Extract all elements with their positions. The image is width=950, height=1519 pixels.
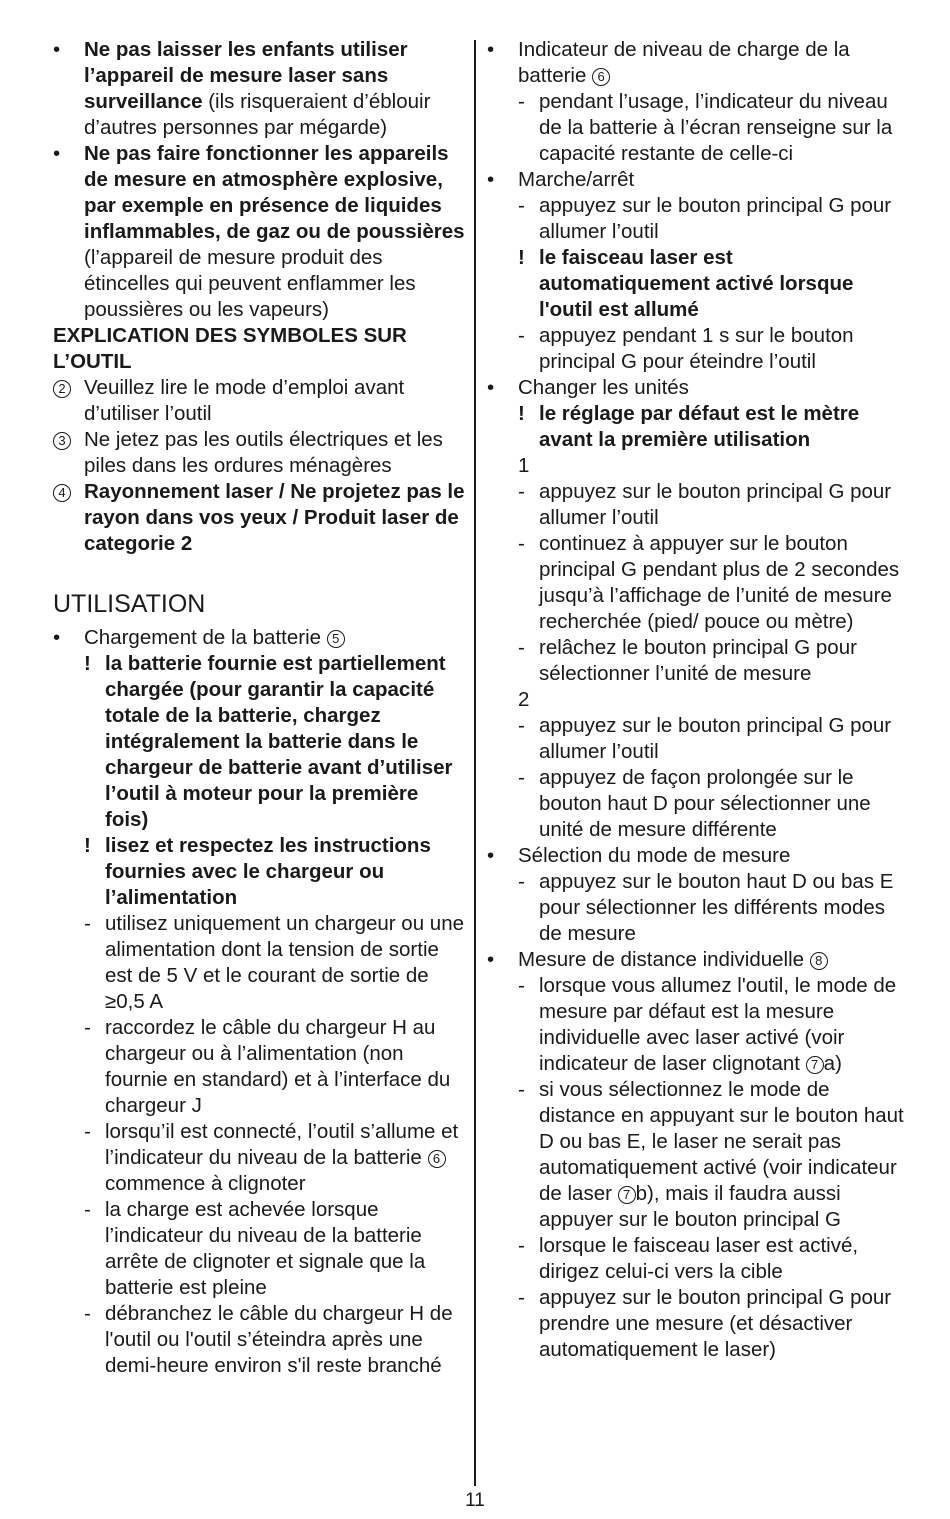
step-text: débranchez le câble du chargeur H de l'outil ou l'outil s’éteindra après une demi-heure environ s'il reste branché xyxy=(105,1302,453,1377)
warning-text: lisez et respectez les instructions fournies avec le chargeur ou l’alimentation xyxy=(105,834,431,909)
list-item xyxy=(487,167,907,193)
dash-marker: - xyxy=(84,1302,91,1325)
list-item xyxy=(487,375,907,401)
step-text: appuyez sur le bouton principal G pour prendre une mesure (et désactiver automatiquement le laser) xyxy=(539,1286,892,1361)
circled-number: 5 xyxy=(327,630,345,648)
page-number: 11 xyxy=(465,1490,485,1511)
circled-number: 2 xyxy=(53,380,71,398)
warning-marker: ! xyxy=(518,246,525,269)
bullet: • xyxy=(53,142,61,165)
column-divider xyxy=(474,40,476,1486)
dash-marker: - xyxy=(518,766,525,789)
dash-marker: - xyxy=(518,90,525,113)
step-text: si vous sélectionnez le mode de distance en appuyant sur le bouton haut D ou bas E, le laser ne serait pas automatiquement activé (voir indicateur de laser xyxy=(539,1078,904,1205)
warning-item xyxy=(518,245,907,323)
item-title: Changer les unités xyxy=(518,376,689,399)
step-text: raccordez le câble du chargeur H au chargeur ou à l’alimentation (non fournie en standard) et à l’interface du chargeur J xyxy=(105,1016,451,1117)
step-text: a) xyxy=(823,1052,842,1075)
bullet: • xyxy=(487,948,495,971)
step-item xyxy=(518,973,907,1077)
step-item xyxy=(84,1119,465,1197)
step-item xyxy=(518,635,907,687)
symbols-heading: EXPLICATION DES SYMBOLES SUR L’OUTIL xyxy=(53,324,407,373)
warning-bold-text: Ne pas faire fonctionner les appareils de mesure en atmosphère explosive, par exemple en présence de liquides inflammables, de gaz ou de poussières xyxy=(84,142,465,243)
list-item xyxy=(53,37,465,141)
item-title: Marche/arrêt xyxy=(518,168,635,191)
dash-marker: - xyxy=(518,870,525,893)
warning-item xyxy=(84,651,465,833)
step-text: lorsqu’il est connecté, l’outil s’allume et l’indicateur du niveau de la batterie xyxy=(105,1120,459,1169)
step-item xyxy=(518,531,907,635)
circled-number: 6 xyxy=(428,1150,446,1168)
list-item xyxy=(487,843,907,869)
step-text: lorsque vous allumez l'outil, le mode de mesure par défaut est la mesure individuelle avec laser activé (voir indicateur de laser clignotant xyxy=(539,974,897,1075)
bullet: • xyxy=(53,38,61,61)
dash-marker: - xyxy=(518,974,525,997)
warning-marker: ! xyxy=(84,834,91,857)
step-item xyxy=(518,765,907,843)
step-item xyxy=(518,1077,907,1233)
circled-number: 4 xyxy=(53,484,71,502)
symbol-item xyxy=(53,375,465,427)
step-item xyxy=(518,323,907,375)
step-text: pendant l’usage, l’indicateur du niveau de la batterie à l’écran renseigne sur la capacité restante de celle-ci xyxy=(539,90,893,165)
step-item xyxy=(518,869,907,947)
list-item xyxy=(487,37,907,89)
step-item xyxy=(84,1197,465,1301)
step-item xyxy=(518,479,907,531)
warning-text: (ils risqueraient d’éblouir d’autres personnes par mégarde) xyxy=(84,90,431,139)
bullet: • xyxy=(487,38,495,61)
step-item xyxy=(84,1015,465,1119)
warning-bold-text: Ne pas laisser les enfants utiliser l’appareil de mesure laser sans surveillance xyxy=(84,38,408,113)
dash-marker: - xyxy=(518,636,525,659)
symbol-text: Ne jetez pas les outils électriques et les piles dans les ordures ménagères xyxy=(84,428,443,477)
step-text: appuyez sur le bouton haut D ou bas E pour sélectionner les différents modes de mesure xyxy=(539,870,894,945)
dash-marker: - xyxy=(84,1120,91,1143)
dash-marker: - xyxy=(518,1078,525,1101)
right-column xyxy=(487,37,907,1363)
step-text: lorsque le faisceau laser est activé, dirigez celui-ci vers la cible xyxy=(539,1234,859,1283)
dash-marker: - xyxy=(518,480,525,503)
warning-text: le réglage par défaut est le mètre avant la première utilisation xyxy=(539,402,860,451)
list-item xyxy=(487,947,907,973)
circled-number: 3 xyxy=(53,432,71,450)
warning-marker: ! xyxy=(84,652,91,675)
warning-item xyxy=(518,401,907,453)
warning-item xyxy=(84,833,465,911)
dash-marker: - xyxy=(84,912,91,935)
warning-text: le faisceau laser est automatiquement activé lorsque l'outil est allumé xyxy=(539,246,854,321)
warning-text: la batterie fournie est partiellement chargée (pour garantir la capacité totale de la batterie, chargez intégralement la batterie dans le chargeur de batterie avant d’utiliser l’outil à moteur pour la première fois) xyxy=(105,652,453,831)
symbol-text: Veuillez lire le mode d’emploi avant d’utiliser l’outil xyxy=(84,376,405,425)
circled-number: 8 xyxy=(810,952,828,970)
step-text: la charge est achevée lorsque l’indicateur du niveau de la batterie arrête de clignoter et signale que la batterie est pleine xyxy=(105,1198,426,1299)
step-text: appuyez sur le bouton principal G pour allumer l’outil xyxy=(539,194,892,243)
step-item xyxy=(518,193,907,245)
step-text: b), mais il faudra aussi appuyer sur le bouton principal G xyxy=(539,1182,841,1231)
warning-text: (l’appareil de mesure produit des étincelles qui peuvent enflammer les poussières ou les vapeurs) xyxy=(84,246,416,321)
symbol-text: Rayonnement laser / Ne projetez pas le rayon dans vos yeux / Produit laser de categorie 2 xyxy=(84,480,465,555)
warning-marker: ! xyxy=(518,402,525,425)
dash-marker: - xyxy=(518,714,525,737)
step-text: utilisez uniquement un chargeur ou une alimentation dont la tension de sortie est de 5 V et le courant de sortie de ≥0,5 A xyxy=(105,912,464,1013)
dash-marker: - xyxy=(84,1016,91,1039)
circled-number: 7 xyxy=(806,1056,824,1074)
dash-marker: - xyxy=(518,1234,525,1257)
item-title: Chargement de la batterie xyxy=(84,626,322,649)
dash-marker: - xyxy=(518,324,525,347)
left-column xyxy=(53,37,465,1379)
step-text: continuez à appuyer sur le bouton principal G pendant plus de 2 secondes jusqu’à l’affichage de l’unité de mesure recherchée (pied/ pouce ou mètre) xyxy=(539,532,900,633)
bullet: • xyxy=(487,168,495,191)
method-label: 2 xyxy=(518,688,530,711)
step-text: appuyez de façon prolongée sur le bouton haut D pour sélectionner une unité de mesure différente xyxy=(539,766,871,841)
section-title: UTILISATION xyxy=(53,590,206,618)
bullet: • xyxy=(53,626,61,649)
dash-marker: - xyxy=(84,1198,91,1221)
list-item xyxy=(53,141,465,323)
item-title: Mesure de distance individuelle xyxy=(518,948,805,971)
step-text: appuyez sur le bouton principal G pour allumer l’outil xyxy=(539,714,892,763)
step-item xyxy=(518,713,907,765)
circled-number: 6 xyxy=(592,68,610,86)
dash-marker: - xyxy=(518,194,525,217)
step-item xyxy=(84,1301,465,1379)
step-item xyxy=(518,1285,907,1363)
method-label: 1 xyxy=(518,454,530,477)
symbol-item xyxy=(53,479,465,557)
step-item xyxy=(518,1233,907,1285)
step-text: relâchez le bouton principal G pour sélectionner l’unité de mesure xyxy=(539,636,857,685)
bullet: • xyxy=(487,376,495,399)
step-item xyxy=(84,911,465,1015)
item-title: Indicateur de niveau de charge de la batterie xyxy=(518,38,850,87)
item-title: Sélection du mode de mesure xyxy=(518,844,791,867)
symbol-item xyxy=(53,427,465,479)
dash-marker: - xyxy=(518,1286,525,1309)
step-text: appuyez pendant 1 s sur le bouton principal G pour éteindre l’outil xyxy=(539,324,854,373)
step-text: appuyez sur le bouton principal G pour allumer l’outil xyxy=(539,480,892,529)
step-item xyxy=(518,89,907,167)
dash-marker: - xyxy=(518,532,525,555)
bullet: • xyxy=(487,844,495,867)
list-item xyxy=(53,625,465,651)
step-text: commence à clignoter xyxy=(105,1172,306,1195)
circled-number: 7 xyxy=(618,1186,636,1204)
